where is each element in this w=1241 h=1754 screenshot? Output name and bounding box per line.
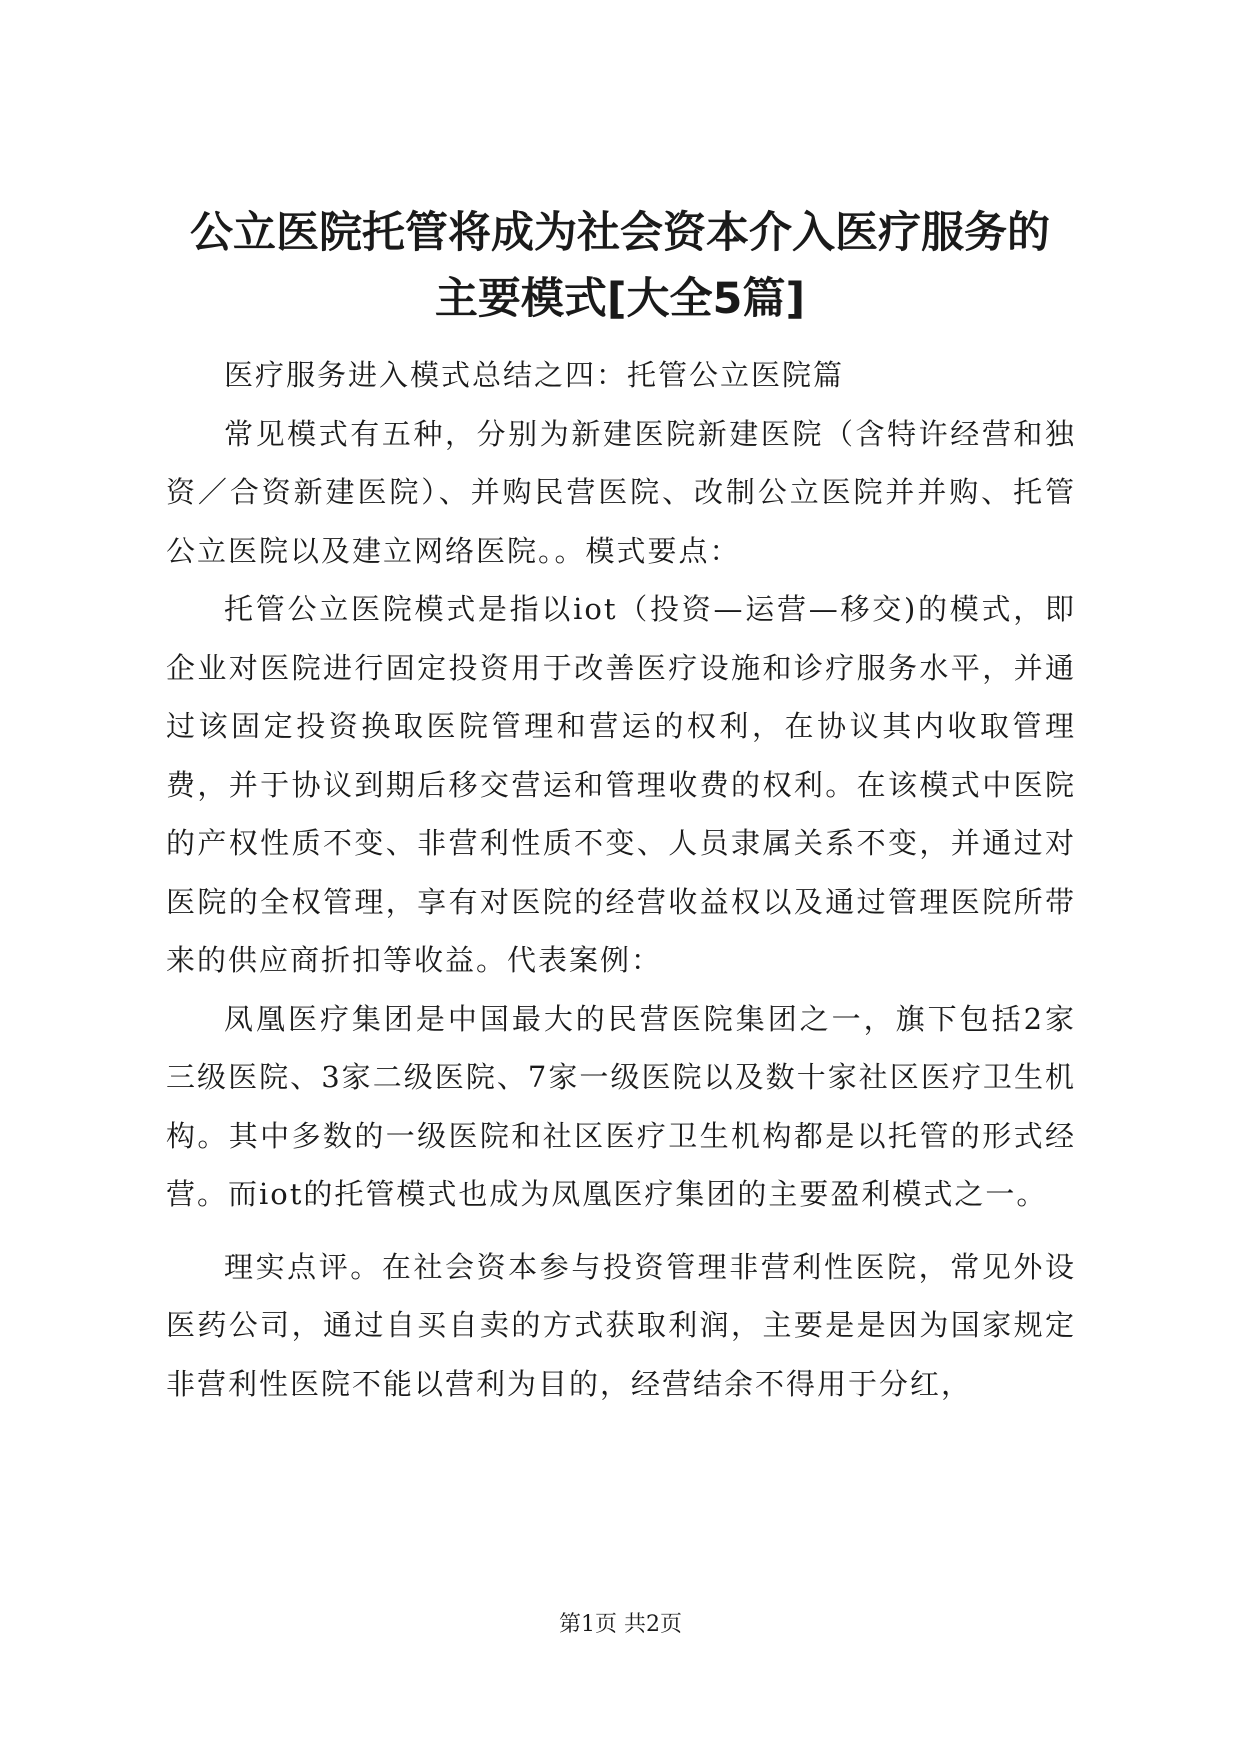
document-body xyxy=(166,346,1076,1413)
page-number: 第1页 共2页 xyxy=(559,1612,682,1637)
paragraph-subtitle: 医疗服务进入模式总结之四：托管公立医院篇 xyxy=(224,358,845,392)
document-title xyxy=(150,200,1090,332)
title-line-2: 主要模式[大全5篇] xyxy=(434,274,806,324)
paragraph-commentary: 理实点评。在社会资本参与投资管理非营利性医院，常见外设医药公司，通过自买自卖的方式获取利润，主要是是因为国家规定非营利性医院不能以营利为目的，经营结余不得用于分红， xyxy=(166,1249,1076,1401)
title-line-1: 公立医院托管将成为社会资本介入医疗服务的 xyxy=(190,208,1050,258)
paragraph-trust-model: 托管公立医院模式是指以iot（投资—运营—移交)的模式，即企业对医院进行固定投资用于改善医疗设施和诊疗服务水平，并通过该固定投资换取医院管理和营运的权利，在协议其内收取管理费，并于协议到期后移交营运和管理收费的权利。在该模式中医院的产权性质不变、非营利性质不变、人员隶属关系不变，并通过对医院的全权管理，享有对医院的经营收益权以及通过管理医院所带来的供应商折扣等收益。代表案例： xyxy=(166,592,1076,977)
paragraph-common-models: 常见模式有五种，分别为新建医院新建医院（含特许经营和独资／合资新建医院）、并购民营医院、改制公立医院并并购、托管公立医院以及建立网络医院。。模式要点： xyxy=(166,416,1076,568)
paragraph-case-example: 凤凰医疗集团是中国最大的民营医院集团之一，旗下包括2家三级医院、3家二级医院、7家一级医院以及数十家社区医疗卫生机构。其中多数的一级医院和社区医疗卫生机构都是以托管的形式经营。而iot的托管模式也成为凤凰医疗集团的主要盈利模式之一。 xyxy=(166,1001,1076,1211)
